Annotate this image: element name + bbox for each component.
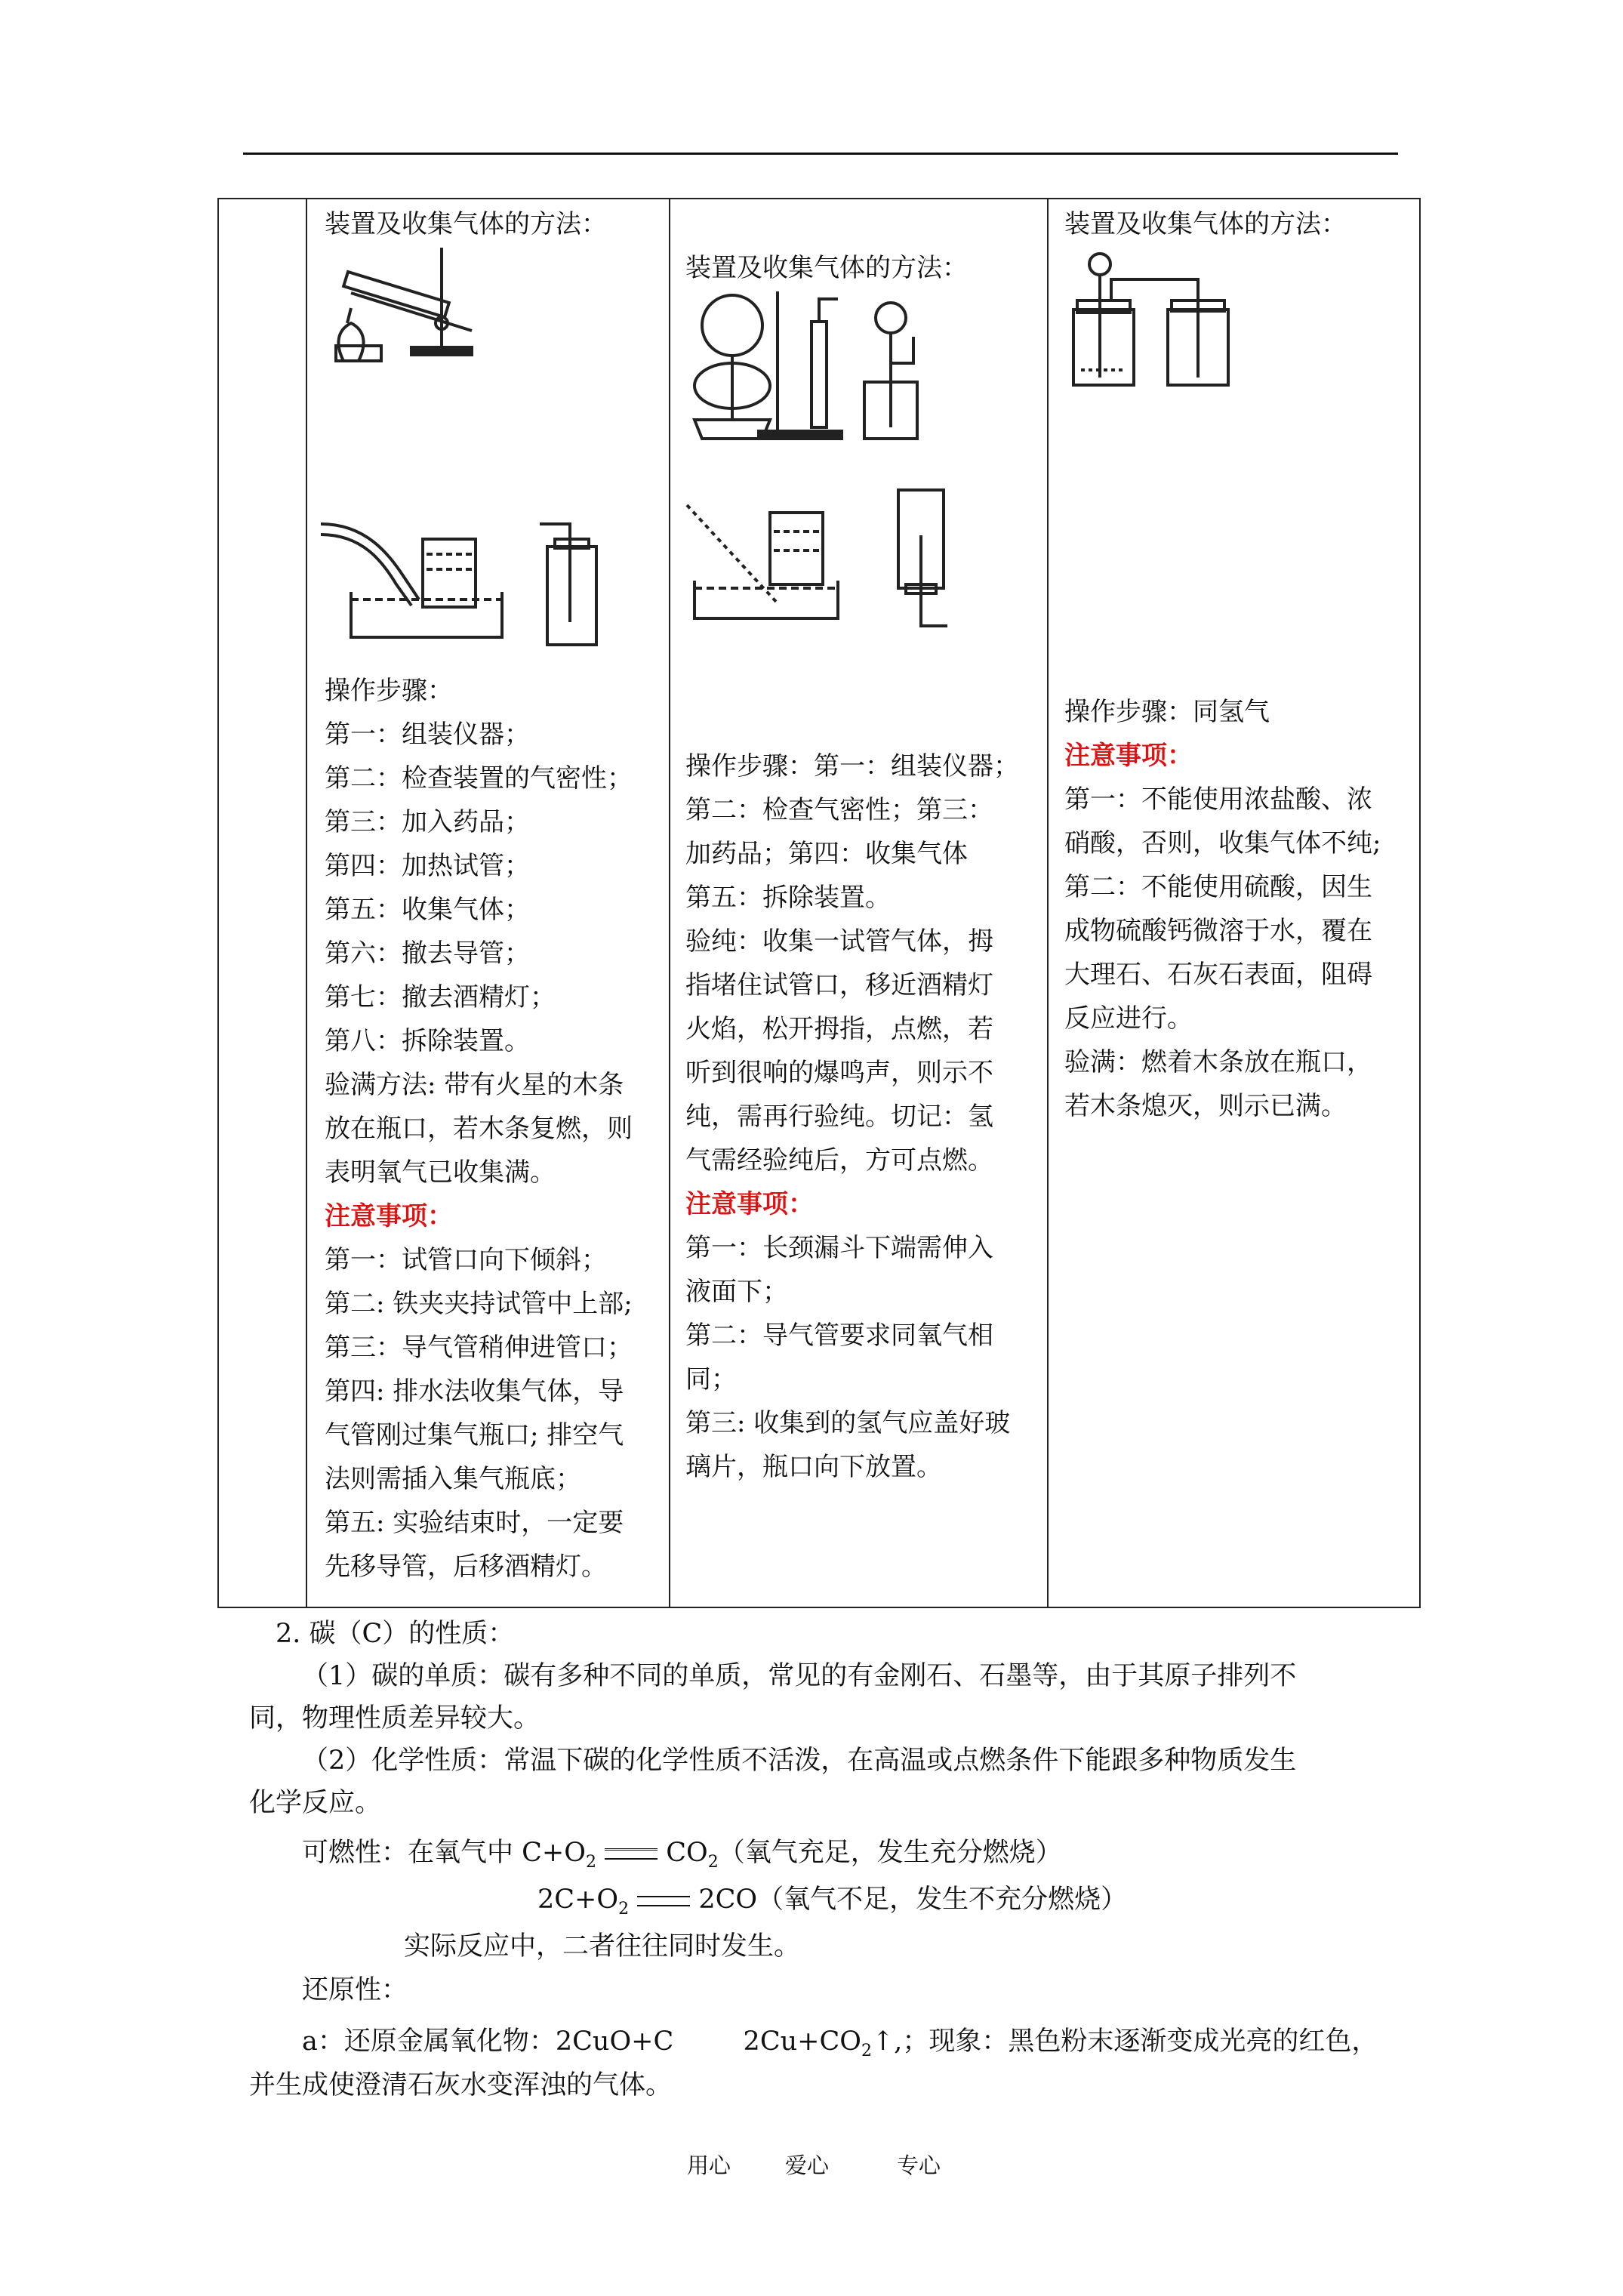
- col2-step: 加药品；第四：收集气体: [685, 839, 968, 869]
- equals-sign: [637, 1896, 690, 1906]
- para-1-line2: 同，物理性质差异较大。: [249, 1703, 540, 1734]
- col2-step: 操作步骤：第一：组装仪器；: [685, 751, 1019, 781]
- col2-steps: [685, 744, 1019, 1489]
- water-collection-figure: [321, 509, 623, 660]
- col2-note: 第一：长颈漏斗下端需伸入: [685, 1233, 993, 1263]
- subscript: 2: [585, 1853, 596, 1872]
- col2-step: 第二：检查气密性；第三：: [685, 795, 993, 825]
- col3-steps: [1064, 690, 1381, 1128]
- col2-notes-heading: 注意事项：: [685, 1189, 814, 1219]
- col3-verify: 验满：燃着木条放在瓶口，: [1064, 1047, 1372, 1077]
- col3-note: 第一：不能使用浓盐酸、浓: [1064, 784, 1372, 815]
- subscript: 2: [861, 2042, 872, 2060]
- combust-note: （氧气充足，发生充分燃烧）: [718, 1838, 1062, 1868]
- col1-note: 第四: 排水法收集气体，导: [325, 1376, 624, 1407]
- col3-note: 成物硫酸钙微溶于水，覆在: [1064, 916, 1372, 946]
- gas-preparation-table: [217, 198, 1421, 1608]
- col3-title: [1064, 199, 1347, 246]
- para-1-line1: （1）碳的单质：碳有多种不同的单质，常见的有金刚石、石墨等，由于其原子排列不: [302, 1661, 1297, 1691]
- table-divider: [669, 199, 670, 1607]
- equals-sign: [605, 1848, 658, 1860]
- col2-note: 液面下；: [685, 1277, 788, 1307]
- header-rule: [243, 153, 1398, 155]
- subscript: 2: [618, 1900, 630, 1918]
- col1-step: 第八：拆除装置。: [325, 1026, 530, 1056]
- col1-steps: [325, 669, 633, 1589]
- reduction-left: a：还原金属氧化物：2CuO+C: [302, 2026, 674, 2057]
- reduction-phenomenon: ↑,；现象：黑色粉末逐渐变成光亮的红色，: [871, 2026, 1378, 2057]
- col1-step: 第六：撤去导管；: [325, 938, 530, 969]
- col3-notes-heading: 注意事项：: [1064, 741, 1193, 771]
- footer-text: 用心: [687, 2153, 731, 2178]
- col1-note: 法则需插入集气瓶底；: [325, 1464, 581, 1494]
- col2-purity: 指堵住试管口，移近酒精灯: [685, 970, 993, 1000]
- col1-step: 第七：撤去酒精灯；: [325, 982, 556, 1012]
- col1-title-text: 装置及收集气体的方法：: [325, 209, 607, 239]
- col1-verify: 放在瓶口，若木条复燃，则: [325, 1114, 633, 1144]
- hydrogen-collection-figure: [687, 490, 1019, 641]
- col1-step: 第二：检查装置的气密性；: [325, 763, 633, 794]
- col2-note: 第二：导气管要求同氧气相: [685, 1321, 993, 1351]
- reduction-heading: 还原性：: [302, 1975, 408, 2005]
- footer-text: 专心: [897, 2153, 941, 2178]
- col1-step: 第四：加热试管；: [325, 851, 530, 881]
- section-heading: 2. 碳（C）的性质：: [276, 1619, 515, 1649]
- col3-verify: 若木条熄灭，则示已满。: [1064, 1091, 1347, 1121]
- col1-step: 第五：收集气体；: [325, 895, 530, 925]
- incomplete-combustion-equation: [537, 1878, 1127, 1931]
- col1-note: 气管刚过集气瓶口; 排空气: [325, 1420, 624, 1450]
- table-divider: [1047, 199, 1049, 1607]
- col1-verify: 表明氧气已收集满。: [325, 1157, 556, 1188]
- col1-note: 先移导管，后移酒精灯。: [325, 1552, 607, 1582]
- col2-purity: 听到很响的爆鸣声，则示不: [685, 1058, 993, 1088]
- eq2-product: 2CO（氧气不足，发生不充分燃烧）: [698, 1885, 1128, 1915]
- combustion-equation: [302, 1832, 1062, 1884]
- col2-purity: 纯，需再行验纯。切记：氢: [685, 1102, 993, 1132]
- col1-notes-heading: 注意事项：: [325, 1201, 453, 1231]
- col1-step: 第三：加入药品；: [325, 807, 530, 837]
- simultaneous-note: 实际反应中，二者往往同时发生。: [404, 1931, 801, 1962]
- kipp-generator-figure: [687, 291, 1019, 442]
- footer-text: 爱心: [785, 2153, 830, 2178]
- col1-verify: 验满方法: 带有火星的木条: [325, 1070, 624, 1100]
- col3-note: 反应进行。: [1064, 1003, 1193, 1034]
- col3-note: 大理石、石灰石表面，阻碍: [1064, 960, 1372, 990]
- col3-title-text: 装置及收集气体的方法：: [1064, 209, 1347, 239]
- col2-purity: 验纯：收集一试管气体，拇: [685, 926, 993, 957]
- col1-note: 第三：导气管稍伸进管口；: [325, 1333, 633, 1363]
- col2-note: 璃片，瓶口向下放置。: [685, 1452, 942, 1482]
- table-divider: [306, 199, 307, 1607]
- col1-title: [325, 199, 607, 246]
- co2-apparatus-figure: [1066, 249, 1262, 393]
- col1-step: 第一：组装仪器；: [325, 720, 530, 750]
- col1-steps-heading: 操作步骤：: [325, 676, 453, 706]
- col3-note: 第二：不能使用硫酸，因生: [1064, 872, 1372, 902]
- eq2-left: 2C+O: [537, 1885, 619, 1915]
- para-2-line2: 化学反应。: [249, 1788, 382, 1818]
- col2-note: 同；: [685, 1364, 737, 1395]
- col1-note: 第五: 实验结束时，一定要: [325, 1508, 624, 1538]
- col2-title: [685, 246, 968, 290]
- col1-note: 第一：试管口向下倾斜；: [325, 1245, 607, 1275]
- col2-note: 第三: 收集到的氢气应盖好玻: [685, 1408, 1011, 1438]
- col3-steps-text: 操作步骤：同氢气: [1064, 697, 1270, 727]
- col2-purity: 气需经验纯后，方可点燃。: [685, 1145, 993, 1176]
- para-2-line1: （2）化学性质：常温下碳的化学性质不活泼，在高温或点燃条件下能跟多种物质发生: [302, 1746, 1297, 1776]
- heating-apparatus-figure: [321, 248, 494, 361]
- subscript: 2: [707, 1853, 719, 1872]
- col1-note: 第二: 铁夹夹持试管中上部;: [325, 1289, 633, 1319]
- col2-title-text: 装置及收集气体的方法：: [685, 253, 968, 283]
- reduction-right: 2Cu+CO: [743, 2026, 861, 2057]
- combust-product: CO: [666, 1838, 708, 1868]
- col2-step: 第五：拆除装置。: [685, 883, 891, 913]
- col2-purity: 火焰，松开拇指，点燃，若: [685, 1014, 993, 1044]
- col3-note: 硝酸，否则，收集气体不纯;: [1064, 828, 1381, 858]
- combust-label: 可燃性：在氧气中 C+O: [302, 1838, 586, 1868]
- reduction-cont: 并生成使澄清石灰水变浑浊的气体。: [249, 2070, 673, 2100]
